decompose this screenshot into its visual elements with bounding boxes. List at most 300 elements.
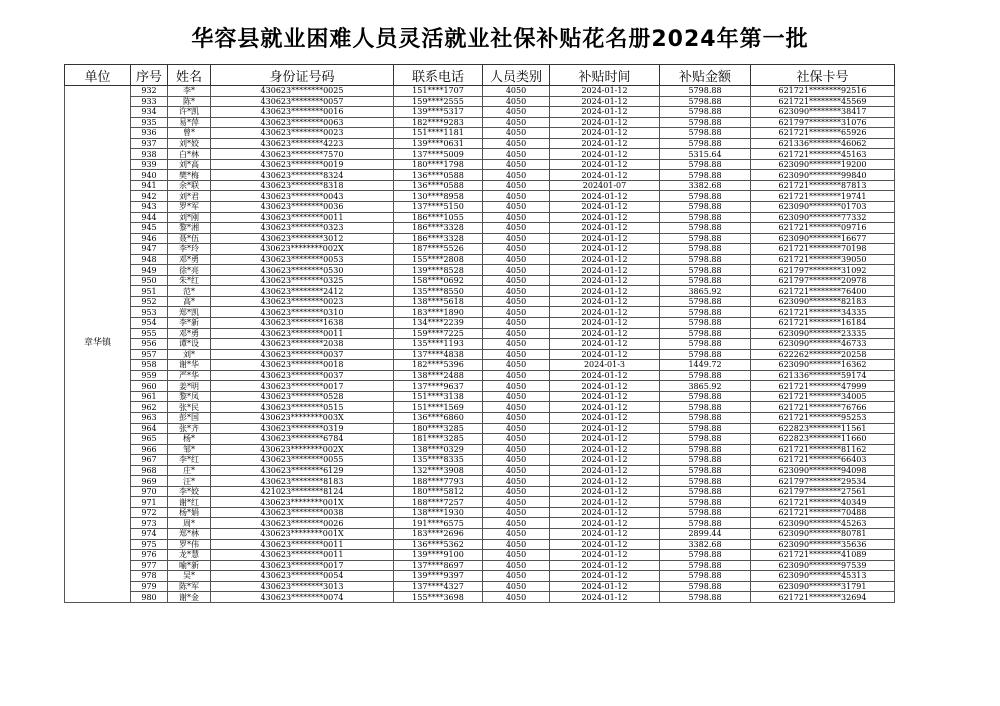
table-row	[65, 360, 895, 371]
row-phone: 139****0631	[394, 138, 483, 149]
row-phone: 139****9100	[394, 550, 483, 561]
row-seq: 967	[131, 455, 168, 466]
row-amount: 5798.88	[660, 550, 751, 561]
row-subsidy-time: 2024-01-12	[550, 117, 660, 128]
table-row	[65, 412, 895, 423]
row-subsidy-time: 2024-01-12	[550, 128, 660, 139]
row-name: 徐*亮	[168, 265, 211, 276]
row-category: 4050	[483, 233, 550, 244]
row-card-number: 621721********39050	[751, 254, 895, 265]
table-row	[65, 571, 895, 582]
row-id-number: 430623********0019	[211, 159, 394, 170]
row-category: 4050	[483, 507, 550, 518]
row-phone: 181****3285	[394, 434, 483, 445]
row-id-number: 430623********8183	[211, 476, 394, 487]
row-category: 4050	[483, 170, 550, 181]
row-phone: 139****8528	[394, 265, 483, 276]
row-phone: 186****1055	[394, 212, 483, 223]
row-phone: 151****3138	[394, 391, 483, 402]
row-card-number: 623090********46733	[751, 339, 895, 350]
row-card-number: 623090********80781	[751, 528, 895, 539]
row-subsidy-time: 2024-01-12	[550, 286, 660, 297]
row-category: 4050	[483, 560, 550, 571]
row-category: 4050	[483, 539, 550, 550]
table-row	[65, 528, 895, 539]
row-amount: 5798.88	[660, 307, 751, 318]
row-category: 4050	[483, 286, 550, 297]
row-amount: 5798.88	[660, 391, 751, 402]
row-phone: 136****5362	[394, 539, 483, 550]
row-name: 陈*军	[168, 581, 211, 592]
row-seq: 975	[131, 539, 168, 550]
row-id-number: 430623********7570	[211, 149, 394, 160]
row-seq: 949	[131, 265, 168, 276]
row-card-number: 621721********87813	[751, 180, 895, 191]
table-row	[65, 212, 895, 223]
row-name: 谢*红	[168, 497, 211, 508]
row-id-number: 430623********0037	[211, 349, 394, 360]
row-subsidy-time: 2024-01-12	[550, 254, 660, 265]
row-category: 4050	[483, 497, 550, 508]
row-card-number: 621721********34335	[751, 307, 895, 318]
row-id-number: 430623********003X	[211, 412, 394, 423]
row-category: 4050	[483, 296, 550, 307]
row-subsidy-time: 2024-01-12	[550, 518, 660, 529]
page-title: 华容县就业困难人员灵活就业社保补贴花名册2024年第一批	[191, 27, 809, 52]
row-seq: 965	[131, 434, 168, 445]
row-id-number: 430623********3012	[211, 233, 394, 244]
row-subsidy-time: 2024-01-12	[550, 233, 660, 244]
row-amount: 5798.88	[660, 244, 751, 255]
row-card-number: 621721********70198	[751, 244, 895, 255]
row-subsidy-time: 2024-01-12	[550, 170, 660, 181]
row-seq: 955	[131, 328, 168, 339]
row-id-number: 430623********0023	[211, 296, 394, 307]
table-row	[65, 423, 895, 434]
table-row	[65, 539, 895, 550]
row-category: 4050	[483, 571, 550, 582]
row-seq: 939	[131, 159, 168, 170]
row-category: 4050	[483, 138, 550, 149]
row-category: 4050	[483, 96, 550, 107]
table-row	[65, 159, 895, 170]
row-phone: 183****2696	[394, 528, 483, 539]
table-row	[65, 328, 895, 339]
table-row	[65, 286, 895, 297]
row-category: 4050	[483, 254, 550, 265]
row-seq: 972	[131, 507, 168, 518]
row-category: 4050	[483, 423, 550, 434]
row-phone: 186****3328	[394, 233, 483, 244]
row-amount: 5798.88	[660, 560, 751, 571]
row-card-number: 623090********16362	[751, 360, 895, 371]
roster-body	[65, 86, 895, 603]
row-card-number: 621721********32694	[751, 592, 895, 603]
row-amount: 5315.64	[660, 149, 751, 160]
row-amount: 5798.88	[660, 465, 751, 476]
col-header-amount: 补贴金额	[660, 65, 751, 86]
row-phone: 188****7257	[394, 497, 483, 508]
row-seq: 934	[131, 107, 168, 118]
row-category: 4050	[483, 86, 550, 97]
row-amount: 5798.88	[660, 138, 751, 149]
row-id-number: 430623********0037	[211, 370, 394, 381]
row-name: 李*玲	[168, 244, 211, 255]
row-amount: 5798.88	[660, 159, 751, 170]
row-card-number: 621797********31092	[751, 265, 895, 276]
row-seq: 951	[131, 286, 168, 297]
row-card-number: 623090********19200	[751, 159, 895, 170]
row-id-number: 430623********0515	[211, 402, 394, 413]
row-id-number: 421023********8124	[211, 486, 394, 497]
row-subsidy-time: 2024-01-12	[550, 507, 660, 518]
row-category: 4050	[483, 159, 550, 170]
row-category: 4050	[483, 581, 550, 592]
row-seq: 979	[131, 581, 168, 592]
row-subsidy-time: 2024-01-12	[550, 318, 660, 329]
row-category: 4050	[483, 412, 550, 423]
row-amount: 5798.88	[660, 571, 751, 582]
row-name: 易*萍	[168, 117, 211, 128]
row-amount: 5798.88	[660, 339, 751, 350]
row-amount: 5798.88	[660, 402, 751, 413]
row-category: 4050	[483, 360, 550, 371]
row-name: 龙*慧	[168, 550, 211, 561]
row-subsidy-time: 2024-01-12	[550, 528, 660, 539]
unit-cell: 章华镇	[65, 86, 131, 603]
table-row	[65, 402, 895, 413]
row-subsidy-time: 2024-01-12	[550, 391, 660, 402]
row-phone: 132****3908	[394, 465, 483, 476]
table-row	[65, 117, 895, 128]
row-phone: 135****8550	[394, 286, 483, 297]
row-subsidy-time: 2024-01-3	[550, 360, 660, 371]
row-card-number: 621721********76766	[751, 402, 895, 413]
row-amount: 5798.88	[660, 191, 751, 202]
row-phone: 151****1181	[394, 128, 483, 139]
row-subsidy-time: 2024-01-12	[550, 370, 660, 381]
header-row	[65, 65, 895, 86]
row-id-number: 430623********0011	[211, 539, 394, 550]
table-row	[65, 180, 895, 191]
table-row	[65, 476, 895, 487]
row-category: 4050	[483, 349, 550, 360]
row-seq: 953	[131, 307, 168, 318]
row-subsidy-time: 2024-01-12	[550, 560, 660, 571]
row-amount: 5798.88	[660, 254, 751, 265]
row-category: 4050	[483, 223, 550, 234]
row-id-number: 430623********1638	[211, 318, 394, 329]
row-category: 4050	[483, 592, 550, 603]
row-amount: 5798.88	[660, 581, 751, 592]
table-row	[65, 296, 895, 307]
row-phone: 139****5317	[394, 107, 483, 118]
row-phone: 137****5150	[394, 202, 483, 213]
row-subsidy-time: 2024-01-12	[550, 349, 660, 360]
row-phone: 138****2488	[394, 370, 483, 381]
row-id-number: 430623********001X	[211, 497, 394, 508]
row-category: 4050	[483, 476, 550, 487]
row-category: 4050	[483, 434, 550, 445]
table-row	[65, 339, 895, 350]
row-amount: 3865.92	[660, 381, 751, 392]
roster-table	[64, 64, 895, 603]
row-card-number: 621797********31076	[751, 117, 895, 128]
row-phone: 188****7793	[394, 476, 483, 487]
row-card-number: 621721********19741	[751, 191, 895, 202]
row-category: 4050	[483, 486, 550, 497]
table-row	[65, 233, 895, 244]
row-name: 罗*伟	[168, 539, 211, 550]
row-subsidy-time: 2024-01-12	[550, 328, 660, 339]
row-seq: 947	[131, 244, 168, 255]
row-amount: 5798.88	[660, 96, 751, 107]
row-card-number: 621721********45569	[751, 96, 895, 107]
row-category: 4050	[483, 275, 550, 286]
row-seq: 977	[131, 560, 168, 571]
row-subsidy-time: 2024-01-12	[550, 265, 660, 276]
row-phone: 183****1890	[394, 307, 483, 318]
row-seq: 960	[131, 381, 168, 392]
row-category: 4050	[483, 180, 550, 191]
row-phone: 159****7225	[394, 328, 483, 339]
row-amount: 5798.88	[660, 117, 751, 128]
row-phone: 138****5618	[394, 296, 483, 307]
row-category: 4050	[483, 391, 550, 402]
row-category: 4050	[483, 328, 550, 339]
col-header-category: 人员类别	[483, 65, 550, 86]
row-phone: 180****5812	[394, 486, 483, 497]
row-category: 4050	[483, 370, 550, 381]
row-category: 4050	[483, 212, 550, 223]
row-seq: 958	[131, 360, 168, 371]
row-card-number: 623090********45263	[751, 518, 895, 529]
row-card-number: 623090********35636	[751, 539, 895, 550]
row-subsidy-time: 2024-01-12	[550, 444, 660, 455]
row-seq: 943	[131, 202, 168, 213]
row-card-number: 623090********97539	[751, 560, 895, 571]
row-name: 刘*刚	[168, 212, 211, 223]
row-subsidy-time: 202401-07	[550, 180, 660, 191]
row-subsidy-time: 2024-01-12	[550, 571, 660, 582]
row-name: 刘*君	[168, 191, 211, 202]
row-subsidy-time: 2024-01-12	[550, 107, 660, 118]
row-amount: 2899.44	[660, 528, 751, 539]
row-subsidy-time: 2024-01-12	[550, 423, 660, 434]
row-name: 黎*凤	[168, 391, 211, 402]
row-seq: 962	[131, 402, 168, 413]
row-name: 杨*	[168, 434, 211, 445]
row-name: 樊*梅	[168, 170, 211, 181]
row-card-number: 621721********09716	[751, 223, 895, 234]
row-card-number: 621721********66403	[751, 455, 895, 466]
row-amount: 5798.88	[660, 202, 751, 213]
row-phone: 138****1930	[394, 507, 483, 518]
row-id-number: 430623********0017	[211, 381, 394, 392]
row-seq: 941	[131, 180, 168, 191]
row-phone: 137****4838	[394, 349, 483, 360]
row-amount: 5798.88	[660, 486, 751, 497]
table-row	[65, 497, 895, 508]
row-id-number: 430623********0023	[211, 128, 394, 139]
row-name: 李*新	[168, 318, 211, 329]
row-seq: 976	[131, 550, 168, 561]
row-seq: 963	[131, 412, 168, 423]
row-seq: 968	[131, 465, 168, 476]
table-row	[65, 254, 895, 265]
row-category: 4050	[483, 318, 550, 329]
row-category: 4050	[483, 128, 550, 139]
row-seq: 966	[131, 444, 168, 455]
row-card-number: 622823********11660	[751, 434, 895, 445]
row-card-number: 622262********20258	[751, 349, 895, 360]
row-name: 谢*金	[168, 592, 211, 603]
row-name: 余*联	[168, 180, 211, 191]
row-name: 张*齐	[168, 423, 211, 434]
row-phone: 137****9637	[394, 381, 483, 392]
row-subsidy-time: 2024-01-12	[550, 296, 660, 307]
row-category: 4050	[483, 191, 550, 202]
row-card-number: 621336********59174	[751, 370, 895, 381]
row-phone: 134****2239	[394, 318, 483, 329]
row-phone: 137****4327	[394, 581, 483, 592]
row-seq: 971	[131, 497, 168, 508]
row-category: 4050	[483, 244, 550, 255]
table-row	[65, 507, 895, 518]
row-card-number: 621797********20978	[751, 275, 895, 286]
row-id-number: 430623********3013	[211, 581, 394, 592]
col-header-card: 社保卡号	[751, 65, 895, 86]
row-category: 4050	[483, 444, 550, 455]
row-seq: 970	[131, 486, 168, 497]
row-card-number: 621721********47999	[751, 381, 895, 392]
col-header-phone: 联系电话	[394, 65, 483, 86]
row-name: 吴*	[168, 571, 211, 582]
row-category: 4050	[483, 518, 550, 529]
row-id-number: 430623********0323	[211, 223, 394, 234]
row-id-number: 430623********0054	[211, 571, 394, 582]
row-seq: 946	[131, 233, 168, 244]
row-amount: 5798.88	[660, 265, 751, 276]
row-category: 4050	[483, 107, 550, 118]
row-seq: 935	[131, 117, 168, 128]
row-seq: 944	[131, 212, 168, 223]
row-amount: 5798.88	[660, 349, 751, 360]
table-row	[65, 444, 895, 455]
row-card-number: 621336********46062	[751, 138, 895, 149]
row-subsidy-time: 2024-01-12	[550, 86, 660, 97]
row-name: 朱*红	[168, 275, 211, 286]
table-row	[65, 170, 895, 181]
table-row	[65, 455, 895, 466]
row-amount: 5798.88	[660, 275, 751, 286]
row-seq: 974	[131, 528, 168, 539]
row-phone: 180****1798	[394, 159, 483, 170]
row-seq: 952	[131, 296, 168, 307]
row-subsidy-time: 2024-01-12	[550, 550, 660, 561]
row-subsidy-time: 2024-01-12	[550, 539, 660, 550]
row-id-number: 430623********0036	[211, 202, 394, 213]
row-name: 刘*姣	[168, 138, 211, 149]
row-card-number: 623090********23335	[751, 328, 895, 339]
row-subsidy-time: 2024-01-12	[550, 191, 660, 202]
row-id-number: 430623********0063	[211, 117, 394, 128]
row-name: 李*红	[168, 455, 211, 466]
row-phone: 182****9283	[394, 117, 483, 128]
row-phone: 135****8335	[394, 455, 483, 466]
row-phone: 137****5009	[394, 149, 483, 160]
row-seq: 959	[131, 370, 168, 381]
table-row	[65, 307, 895, 318]
row-card-number: 621721********95253	[751, 412, 895, 423]
row-id-number: 430623********2038	[211, 339, 394, 350]
row-seq: 978	[131, 571, 168, 582]
row-phone: 151****1569	[394, 402, 483, 413]
row-name: 白*林	[168, 149, 211, 160]
row-subsidy-time: 2024-01-12	[550, 202, 660, 213]
row-name: 许*凯	[168, 107, 211, 118]
row-seq: 933	[131, 96, 168, 107]
table-row	[65, 86, 895, 97]
row-subsidy-time: 2024-01-12	[550, 339, 660, 350]
row-seq: 973	[131, 518, 168, 529]
row-card-number: 623090********82183	[751, 296, 895, 307]
row-card-number: 621721********34005	[751, 391, 895, 402]
row-name: 刘*	[168, 349, 211, 360]
row-card-number: 623090********38417	[751, 107, 895, 118]
row-subsidy-time: 2024-01-12	[550, 159, 660, 170]
col-header-id: 身份证号码	[211, 65, 394, 86]
row-name: 邹*	[168, 444, 211, 455]
row-seq: 950	[131, 275, 168, 286]
col-header-name: 姓名	[168, 65, 211, 86]
row-name: 杨*娟	[168, 507, 211, 518]
row-amount: 5798.88	[660, 412, 751, 423]
row-amount: 5798.88	[660, 423, 751, 434]
row-name: 张*民	[168, 402, 211, 413]
table-row	[65, 265, 895, 276]
table-row	[65, 592, 895, 603]
row-subsidy-time: 2024-01-12	[550, 381, 660, 392]
row-subsidy-time: 2024-01-12	[550, 223, 660, 234]
row-name: 刘*高	[168, 159, 211, 170]
row-card-number: 621721********81162	[751, 444, 895, 455]
table-row	[65, 391, 895, 402]
row-card-number: 623090********16677	[751, 233, 895, 244]
row-name: 郑*凯	[168, 307, 211, 318]
row-seq: 937	[131, 138, 168, 149]
row-phone: 155****3698	[394, 592, 483, 603]
row-seq: 961	[131, 391, 168, 402]
row-amount: 5798.88	[660, 444, 751, 455]
row-id-number: 430623********0011	[211, 212, 394, 223]
row-name: 李*姣	[168, 486, 211, 497]
row-phone: 180****3285	[394, 423, 483, 434]
row-amount: 5798.88	[660, 86, 751, 97]
row-amount: 5798.88	[660, 507, 751, 518]
row-card-number: 621721********45163	[751, 149, 895, 160]
row-seq: 932	[131, 86, 168, 97]
row-subsidy-time: 2024-01-12	[550, 465, 660, 476]
row-seq: 936	[131, 128, 168, 139]
row-id-number: 430623********0025	[211, 86, 394, 97]
row-category: 4050	[483, 381, 550, 392]
table-row	[65, 550, 895, 561]
row-seq: 940	[131, 170, 168, 181]
row-category: 4050	[483, 550, 550, 561]
row-card-number: 623090********31791	[751, 581, 895, 592]
row-name: 高*	[168, 296, 211, 307]
